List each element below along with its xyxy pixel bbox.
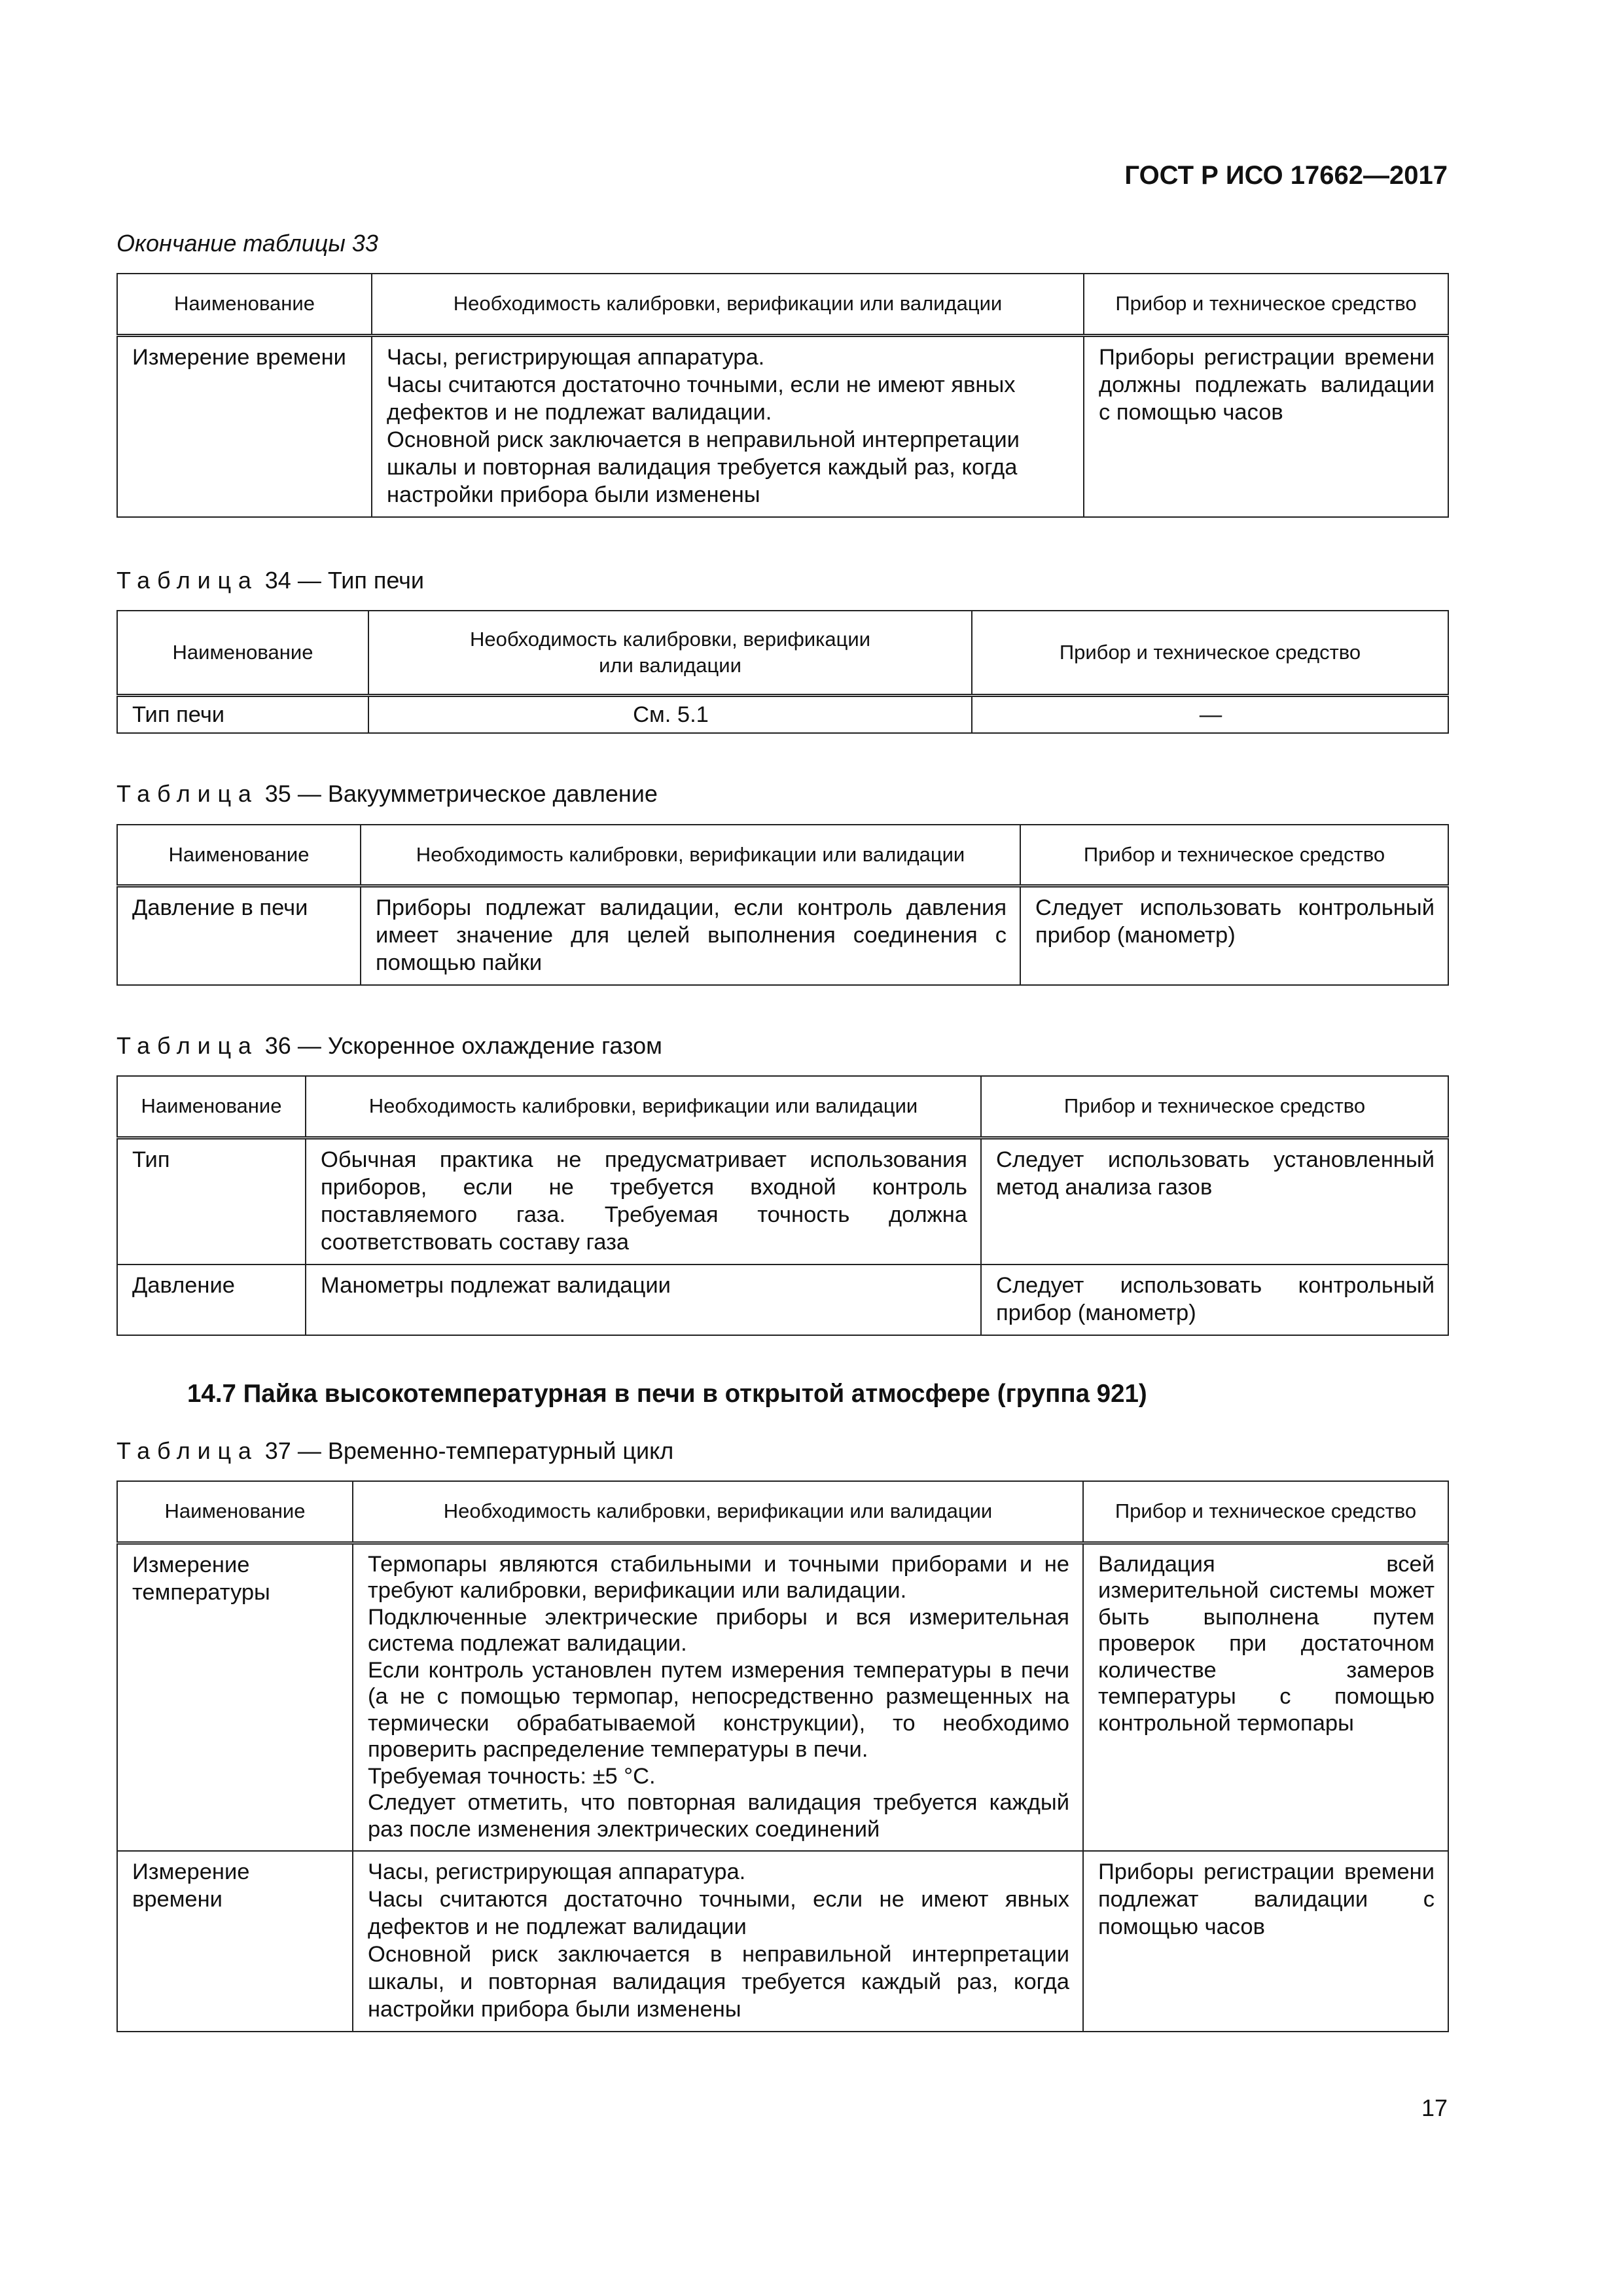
table-35 [116, 824, 1449, 986]
table-37 [116, 1480, 1449, 2032]
table-35-r1-need: Приборы подлежат валидации, если контроль давления имеет значение для целей выполнения соединения с помощью пайки [361, 886, 1020, 986]
table-34-r1-name: Тип печи [117, 696, 368, 734]
table-36-r1-name: Тип [117, 1138, 306, 1265]
table-37-label: Таблица [116, 1437, 259, 1464]
table-37-caption [116, 1437, 1448, 1465]
table-34-header-row [117, 611, 1448, 696]
table-33-r1-need-line: Часы, регистрирующая аппаратура. [387, 344, 765, 370]
table-34-r1-tool: — [972, 696, 1448, 734]
table-34-title: 34 — Тип печи [264, 566, 425, 594]
table-33-col-name: Наименование [117, 274, 372, 335]
table-37-col-need: Необходимость калибровки, верификации или валидации [353, 1481, 1083, 1543]
table-34-label: Таблица [116, 566, 259, 594]
table-34 [116, 610, 1449, 734]
table-row [117, 335, 1448, 517]
table-34-col-tool: Прибор и техническое средство [972, 611, 1448, 696]
table-36-col-tool: Прибор и техническое средство [981, 1076, 1448, 1138]
table-37-r1-need-line: Если контроль установлен путем измерения температуры в печи (а не с помощью термопар, непосредственно размещенных на термически обрабатываемой конструкции), то необходимо проверить распределение температуры в печи. [368, 1657, 1069, 1763]
table-36-col-need: Необходимость калибровки, верификации или валидации [306, 1076, 981, 1138]
table-36-col-name: Наименование [117, 1076, 306, 1138]
table-36-caption [116, 1031, 1448, 1060]
table-37-col-name: Наименование [117, 1481, 353, 1543]
table-36 [116, 1075, 1449, 1336]
table-35-col-tool: Прибор и техническое средство [1020, 825, 1448, 886]
table-37-r2-need [353, 1851, 1083, 2032]
table-37-r1-need-line: Подключенные электрические приборы и вся измерительная система подлежат валидации. [368, 1604, 1069, 1657]
table-37-col-tool: Прибор и техническое средство [1083, 1481, 1448, 1543]
table-37-title: 37 — Временно-температурный цикл [264, 1437, 674, 1464]
table-37-r1-name: Измерение температуры [117, 1543, 353, 1851]
table-37-r2-need-line: Основной риск заключается в неправильной интерпретации шкалы, и повторная валидация требуется каждый раз, когда настройки прибора были изменены [368, 1942, 1069, 2022]
table-33-r1-need-line: Часы считаются достаточно точными, если не имеют явных дефектов и не подлежат валидации. [387, 372, 1016, 425]
table-row [117, 1543, 1448, 1851]
table-36-r2-name: Давление [117, 1265, 306, 1335]
section-title: 14.7 Пайка высокотемпературная в печи в открытой атмосфере (группа 921) [187, 1379, 1147, 1408]
table-37-r2-need-line: Часы, регистрирующая аппаратура. [368, 1859, 746, 1885]
table-33-r1-tool: Приборы регистрации времени должны подлежать валидации с помощью часов [1084, 335, 1448, 517]
table-row [117, 1851, 1448, 2032]
table-33-r1-need [372, 335, 1084, 517]
table-36-r2-need: Манометры подлежат валидации [306, 1265, 981, 1335]
doc-header: ГОСТ Р ИСО 17662—2017 [1124, 161, 1448, 190]
table-33-caption: Окончание таблицы 33 [116, 230, 378, 257]
table-35-r1-tool: Следует использовать контрольный прибор (манометр) [1020, 886, 1448, 986]
table-row [117, 1265, 1448, 1335]
table-35-r1-name: Давление в печи [117, 886, 361, 986]
table-37-r2-name: Измерение времени [117, 1851, 353, 2032]
table-37-r1-need-line: Требуемая точность: ±5 °С. [368, 1763, 656, 1789]
table-row [117, 696, 1448, 734]
page-content [116, 229, 1448, 2032]
table-37-r1-tool: Валидация всей измерительной системы может быть выполнена путем проверок при достаточном количестве замеров температуры с помощью контрольной термопары [1083, 1543, 1448, 1851]
page-number: 17 [1421, 2094, 1448, 2121]
table-37-r1-need [353, 1543, 1083, 1851]
table-33-r1-need-line: Основной риск заключается в неправильной интерпретации шкалы и повторная валидация требуется каждый раз, когда настройки прибора были изменены [387, 427, 1020, 507]
table-35-label: Таблица [116, 780, 259, 808]
table-37-r1-need-line: Термопары являются стабильными и точными приборами и не требуют калибровки, верификации или валидации. [368, 1551, 1069, 1604]
table-34-r1-need: См. 5.1 [368, 696, 972, 734]
table-33-r1-name: Измерение времени [117, 335, 372, 517]
table-37-r2-need-line: Часы считаются достаточно точными, если не имеют явных дефектов и не подлежат валидации [368, 1887, 1069, 1940]
table-33-col-tool: Прибор и техническое средство [1084, 274, 1448, 335]
table-33-header-row [117, 274, 1448, 335]
table-36-label: Таблица [116, 1032, 259, 1060]
table-36-r1-need: Обычная практика не предусматривает использования приборов, если не требуется входной контроль поставляемого газа. Требуемая точность должна соответствовать составу газа [306, 1138, 981, 1265]
table-row [117, 1138, 1448, 1265]
table-37-header-row [117, 1481, 1448, 1543]
table-33-col-need: Необходимость калибровки, верификации или валидации [372, 274, 1084, 335]
table-36-title: 36 — Ускоренное охлаждение газом [264, 1032, 662, 1060]
table-33 [116, 273, 1449, 518]
table-row [117, 886, 1448, 986]
table-34-caption [116, 566, 1448, 594]
table-35-caption [116, 780, 1448, 808]
table-36-r2-tool: Следует использовать контрольный прибор (манометр) [981, 1265, 1448, 1335]
table-37-r2-tool: Приборы регистрации времени подлежат валидации с помощью часов [1083, 1851, 1448, 2032]
table-37-r1-need-line: Следует отметить, что повторная валидация требуется каждый раз после изменения электрических соединений [368, 1790, 1069, 1842]
table-36-r1-tool: Следует использовать установленный метод анализа газов [981, 1138, 1448, 1265]
table-35-header-row [117, 825, 1448, 886]
table-34-col-need: Необходимость калибровки, верификации или валидации [368, 611, 972, 696]
table-36-header-row [117, 1076, 1448, 1138]
table-35-col-name: Наименование [117, 825, 361, 886]
table-35-col-need: Необходимость калибровки, верификации или валидации [361, 825, 1020, 886]
table-34-col-name: Наименование [117, 611, 368, 696]
table-35-title: 35 — Вакуумметрическое давление [264, 780, 658, 808]
